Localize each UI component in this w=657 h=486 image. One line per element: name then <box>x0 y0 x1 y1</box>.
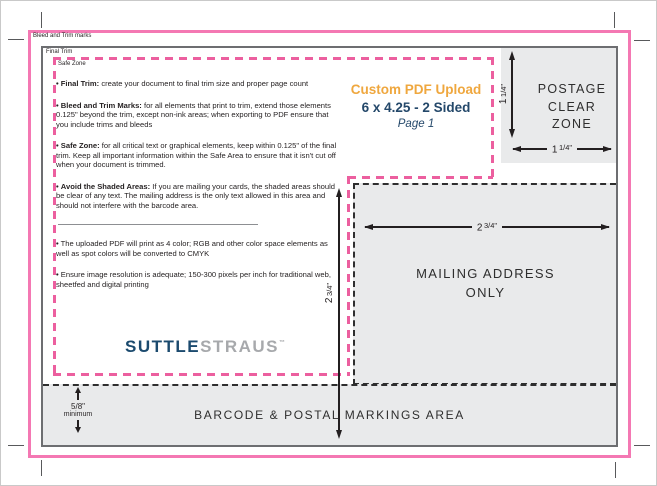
instruction-body: for all critical text or graphical elements, keep within 0.125" of the final trim. Keep all important information within the Safe Area to ensure that it isn't cut off when your document is trimmed. <box>56 141 337 169</box>
postage-line3: ZONE <box>552 117 592 131</box>
arrow-left-segment <box>365 226 472 228</box>
bullet: • <box>56 141 59 150</box>
crop-mark-bottom-right-horizontal <box>634 445 650 446</box>
page-title: Custom PDF Upload <box>350 82 482 97</box>
min-height-caption: minimum <box>63 411 93 418</box>
crop-mark-bottom-left-horizontal <box>8 445 24 446</box>
instruction-bleed-trim-marks <box>56 101 337 130</box>
mailing-width-arrow <box>365 221 609 233</box>
instruction-lead: Safe Zone: <box>60 141 100 150</box>
safe-zone-border-middle-horizontal <box>348 176 493 179</box>
mailing-line1: MAILING ADDRESS <box>416 266 555 281</box>
final-trim-label: Final Trim <box>46 49 73 55</box>
barcode-area-label: BARCODE & POSTAL MARKINGS AREA <box>194 408 465 422</box>
bullet: • <box>56 239 59 248</box>
mailing-height-dimension <box>323 271 335 315</box>
crop-mark-top-right-vertical <box>614 12 615 28</box>
instruction-color-conversion <box>56 239 337 258</box>
title-block <box>337 82 495 130</box>
postage-line1: POSTAGE <box>537 82 607 96</box>
instruction-lead: Bleed and Trim Marks: <box>60 100 142 110</box>
instructions-divider <box>58 224 258 225</box>
bullet: • <box>56 79 59 88</box>
crop-mark-top-left-vertical <box>41 12 42 28</box>
bleed-label: Bleed and Trim marks <box>33 33 92 39</box>
instruction-lead: Final Trim: <box>60 79 100 88</box>
instruction-body: for all elements that print to trim, extend those elements 0.125" beyond the trim, except non-ink areas; when exporting to PDF ensure that you include trims and bleeds <box>56 100 331 129</box>
min-height-arrow-up <box>77 393 79 400</box>
page-number: Page 1 <box>397 118 435 130</box>
arrow-left-segment <box>513 148 547 150</box>
instruction-body: If you are mailing your cards, the shaded areas should be clear of any text. The mailing address is the only text allowed in this area and should not interfere with the barcode area. <box>56 181 336 210</box>
postage-width-dimension <box>547 143 577 156</box>
dimension-whole: 2 <box>323 297 335 304</box>
dimension-whole: 1 <box>497 98 509 105</box>
min-height-value: 5/8" <box>71 402 85 411</box>
dimension-whole: 1 <box>551 144 558 156</box>
postage-line2: CLEAR <box>547 99 597 114</box>
mailing-line2: ONLY <box>465 285 506 300</box>
dimension-fraction: 1/4" <box>558 142 573 152</box>
instruction-lead: Avoid the Shaded Areas: <box>60 181 151 191</box>
dimension-fraction: 3/4" <box>324 282 334 297</box>
bullet: • <box>56 181 59 191</box>
arrow-right-segment <box>502 226 609 228</box>
safe-zone-label: Safe Zone <box>58 61 86 67</box>
crop-mark-top-right-horizontal <box>634 40 650 41</box>
suttle-straus-logo <box>96 337 314 357</box>
min-height-arrow-down <box>77 420 79 427</box>
mailing-height-arrow <box>338 196 340 431</box>
instruction-shaded-areas <box>56 182 337 211</box>
instruction-safe-zone <box>56 141 337 170</box>
arrow-right-segment <box>577 148 611 150</box>
trademark-icon: ™ <box>279 340 285 346</box>
logo-part-straus: STRAUS <box>200 337 279 356</box>
instruction-body: create your document to final trim size and proper page count <box>101 79 309 88</box>
dimension-fraction: 3/4" <box>483 220 498 230</box>
mailing-width-dimension <box>472 221 502 234</box>
instructions-list <box>56 79 337 301</box>
postage-height-dimension <box>497 72 509 116</box>
dimension-whole: 2 <box>476 222 483 234</box>
bullet: • <box>56 100 59 110</box>
instruction-resolution <box>56 270 337 289</box>
instruction-body: Ensure image resolution is adequate; 150-300 pixels per inch for traditional web, sheetfed and digital printing <box>56 270 331 289</box>
postage-clear-zone-label <box>526 81 618 134</box>
logo-part-suttle: SUTTLE <box>124 337 201 356</box>
crop-mark-bottom-left-vertical <box>41 460 42 476</box>
postage-width-arrow <box>513 143 611 155</box>
barcode-min-height-block <box>48 393 108 427</box>
crop-mark-bottom-right-vertical <box>615 462 616 478</box>
instruction-final-trim <box>56 79 337 89</box>
safe-zone-border-middle-vertical <box>347 176 350 376</box>
mailing-address-label <box>383 264 588 302</box>
crop-mark-top-left-horizontal <box>8 39 24 40</box>
instruction-body: The uploaded PDF will print as 4 color; RGB and other color space elements as well as spot colors will be converted to CMYK <box>56 239 328 258</box>
safe-zone-border-bottom <box>53 373 349 376</box>
dimension-fraction: 1/4" <box>498 83 508 98</box>
safe-zone-border-top <box>53 57 493 60</box>
bullet: • <box>56 270 59 279</box>
postage-height-arrow <box>511 59 513 130</box>
document-size: 6 x 4.25 - 2 Sided <box>361 100 471 115</box>
